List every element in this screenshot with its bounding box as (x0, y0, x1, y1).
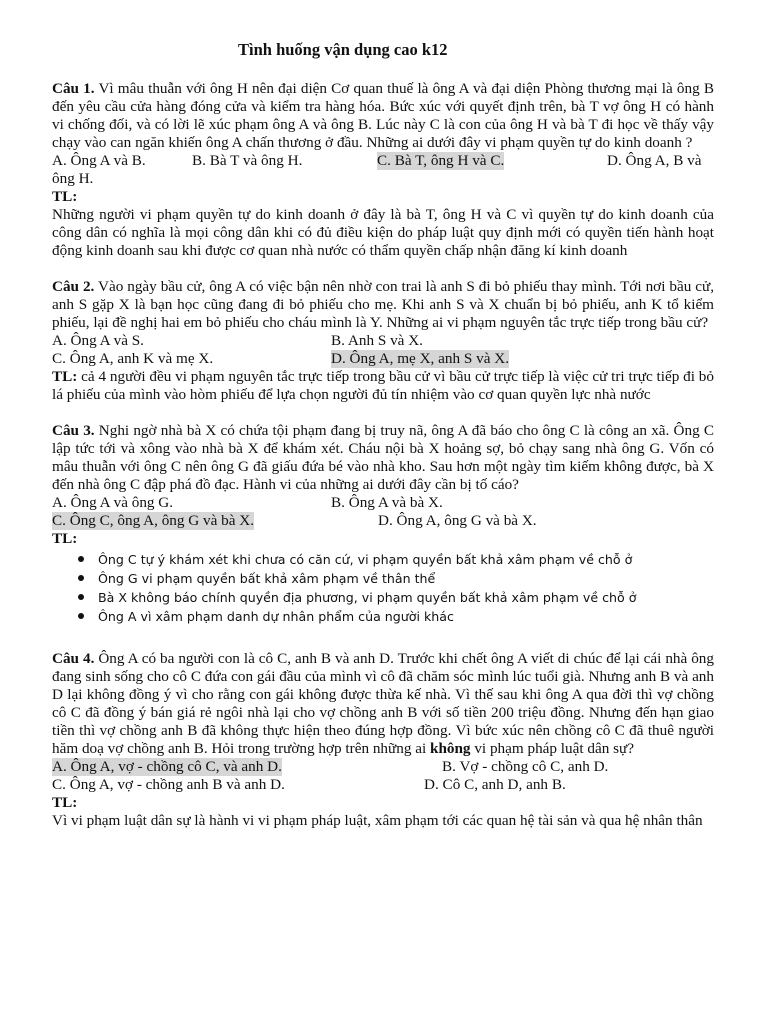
q2-option-b: B. Anh S và X. (331, 332, 423, 349)
q4-option-b: B. Vợ - chồng cô C, anh D. (442, 758, 609, 775)
bullet-icon (78, 594, 84, 600)
question-3-label: Câu 3. (52, 422, 95, 439)
q4-option-a: A. Ông A, vợ - chồng cô C, và anh D. (52, 758, 282, 775)
bullet-icon (78, 613, 84, 619)
q2-option-d: D. Ông A, mẹ X, anh S và X. (331, 350, 510, 367)
bullet-icon (78, 556, 84, 562)
list-item: Ông G vi phạm quyền bất khả xâm phạm về thân thể (52, 569, 714, 588)
q3-option-c: C. Ông C, ông A, ông G và bà X. (52, 512, 255, 529)
bullet-icon (78, 575, 84, 581)
question-3-options-row1 (52, 494, 714, 512)
q3-answer-label: TL: (52, 530, 78, 547)
question-1-options (52, 152, 714, 170)
question-1-text: Vì mâu thuẫn với ông H nên đại diện Cơ quan thuế là ông A và đại diện Phòng thương mại là ông B đến yêu cầu cửa hàng đóng cửa và kiểm tra hàng hóa. Bức xúc với quyết định trên, bà T vợ ông H có hành vi chống đối, và có lời lẽ xúc phạm ông A và ông B. Lúc này C là con của ông H và bà T đi học về thấy vậy chạy vào can ngăn khiến ông A chấn thương ở đầu. Những ai dưới đây vi phạm quyền tự do kinh doanh ? (52, 80, 714, 151)
q3-option-b: B. Ông A và bà X. (331, 494, 443, 511)
q2-option-c: C. Ông A, anh K và mẹ X. (52, 350, 214, 367)
question-3-text: Nghi ngờ nhà bà X có chứa tội phạm đang bị truy nã, ông A đã báo cho ông C là công an xã. Ông C lập tức tới và xông vào nhà bà X để khám xét. Cháu nội bà X hoảng sợ, bỏ chạy sang nhà ông G. Vốn có mâu thuẫn với ông C nên ông G đã giấu đứa bé vào nhà kho. Sau hơn một ngày tìm kiếm không được, bà X đến nhà ông C đập phá đồ đạc. Hành vi của những ai dưới đây cần bị tố cáo? (52, 422, 714, 493)
q4-option-d: D. Cô C, anh D, anh B. (424, 776, 566, 793)
q4-answer-label: TL: (52, 794, 78, 811)
q1-option-a: A. Ông A và B. (52, 152, 146, 169)
question-3-options-row2 (52, 512, 714, 530)
list-item: Bà X không báo chính quyền địa phương, vi phạm quyền bất khả xâm phạm về chỗ ở (52, 588, 714, 607)
q2-answer-label: TL: (52, 368, 78, 385)
q3-option-a: A. Ông A và ông G. (52, 494, 174, 511)
question-2-options-row1 (52, 332, 714, 350)
q2-answer-text: cả 4 người đều vi phạm nguyên tắc trực tiếp trong bầu cử vì bầu cử trực tiếp là việc cử tri trực tiếp đi bỏ lá phiếu của mình vào hòm phiếu để lựa chọn người đủ tín nhiệm vào cơ quan quyền lực nhà nước (52, 368, 714, 403)
question-4-text: Ông A có ba người con là cô C, anh B và anh D. Trước khi chết ông A viết di chúc để lại cái nhà ông đang sinh sống cho cô C đứa con gái đầu của mình vì cô đã chăm sóc mình lúc tuổi già. Nhưng anh B và anh D lại không đồng ý vì cho rằng con gái không được thừa kế nhà. Vì thế sau khi ông A qua đời thì vợ chồng cô C đã đồng ý bán giá rẻ ngôi nhà lại cho vợ chồng anh B với số tiền 200 triệu đồng. Nhưng đến hạn giao tiền thì vợ chồng anh B đã không thực hiện theo đúng hợp đồng. Vì bức xúc nên chồng cô C đã thuê người hăm doạ vợ chồng anh B. Hỏi trong trường hợp trên những ai (52, 650, 714, 757)
q2-answer (52, 368, 714, 404)
q3-answer-list (52, 550, 714, 626)
list-item: Ông A vì xâm phạm danh dự nhân phẩm của người khác (52, 607, 714, 626)
question-1-label: Câu 1. (52, 80, 95, 97)
list-item: Ông C tự ý khám xét khi chưa có căn cứ, vi phạm quyền bất khả xâm phạm về chỗ ở (52, 550, 714, 569)
page-title: Tình huống vận dụng cao k12 (238, 40, 448, 59)
question-1 (52, 80, 714, 152)
q1-option-c: C. Bà T, ông H và C. (377, 152, 505, 169)
q1-option-b: B. Bà T và ông H. (192, 152, 303, 169)
q2-option-a: A. Ông A và S. (52, 332, 144, 349)
q4-answer: Vì vi phạm luật dân sự là hành vi vi phạm pháp luật, xâm phạm tới các quan hệ tài sản và qua hệ nhân thân (52, 812, 703, 829)
q1-option-d-cont: ông H. (52, 170, 94, 187)
q1-option-d: D. Ông A, B và (607, 152, 702, 169)
q3-option-d: D. Ông A, ông G và bà X. (378, 512, 537, 529)
question-2-options-row2 (52, 350, 714, 368)
question-4-text-end: vi phạm pháp luật dân sự? (470, 740, 634, 757)
question-4 (52, 650, 714, 758)
question-2-label: Câu 2. (52, 278, 95, 295)
question-2-text: Vào ngày bầu cử, ông A có việc bận nên nhờ con trai là anh S đi bỏ phiếu thay mình. Tới nơi bầu cử, anh S gặp X là bạn học cũng đang đi bỏ phiếu cho mẹ. Khi anh S và X chuẩn bị bỏ phiếu, anh K tổ kiểm phiếu, lại đề nghị hai em bỏ phiếu cho cháu mình là Y. Những ai vi phạm nguyên tắc trực tiếp trong bầu cử? (52, 278, 714, 331)
q1-answer: Những người vi phạm quyền tự do kinh doanh ở đây là bà T, ông H và C vì quyền tự do kinh doanh của công dân có nghĩa là mọi công dân khi có đủ điều kiện do pháp luật quy định mới có quyền tiến hành hoạt động kinh doanh sau khi được cơ quan nhà nước có thẩm quyền chấp nhận đăng kí kinh doanh (52, 206, 714, 259)
question-4-emphasis: không (430, 740, 471, 757)
question-2 (52, 278, 714, 332)
question-4-label: Câu 4. (52, 650, 95, 667)
q4-option-c: C. Ông A, vợ - chồng anh B và anh D. (52, 776, 285, 793)
document-page (52, 40, 714, 830)
question-3 (52, 422, 714, 494)
q1-answer-label: TL: (52, 188, 78, 205)
question-4-options-row2 (52, 776, 714, 794)
question-4-options-row1 (52, 758, 714, 776)
